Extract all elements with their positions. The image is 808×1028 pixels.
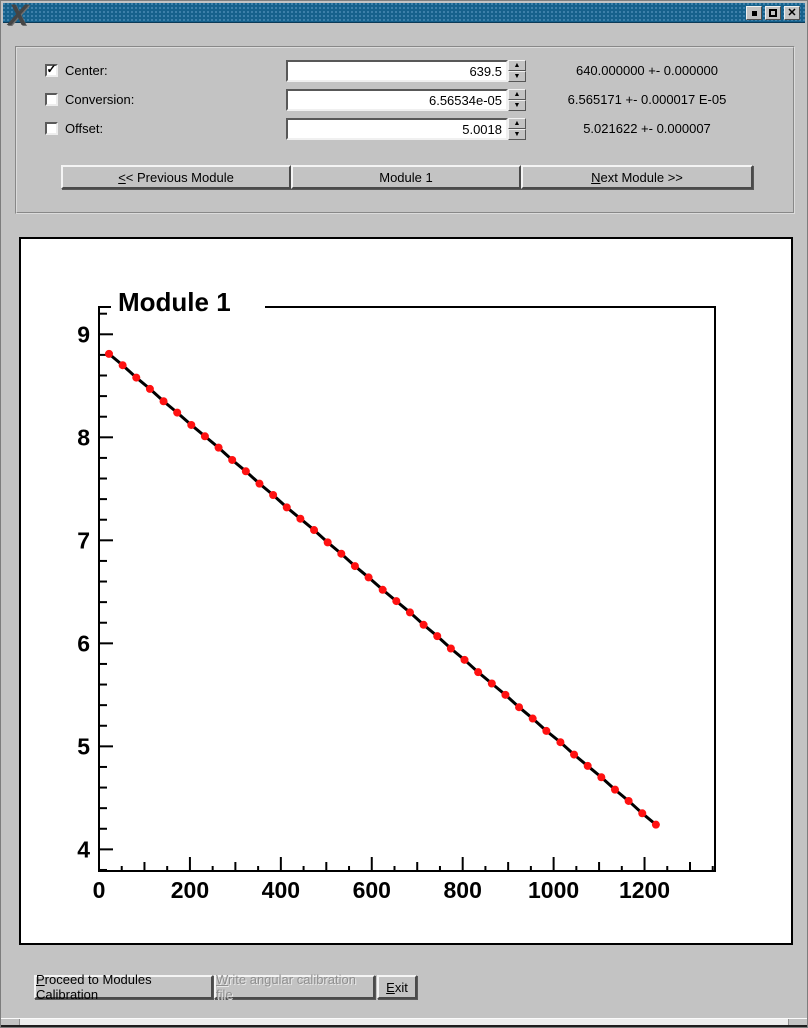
exit-button[interactable]: Exit <box>377 975 417 999</box>
arrow-down-icon: ▼ <box>513 73 521 80</box>
svg-text:9: 9 <box>77 321 90 348</box>
maximize-icon <box>769 9 777 17</box>
check-icon: ✓ <box>46 62 57 76</box>
svg-text:800: 800 <box>443 877 482 903</box>
svg-text:1200: 1200 <box>618 877 671 903</box>
svg-text:6: 6 <box>77 630 90 657</box>
svg-text:400: 400 <box>261 877 301 903</box>
conversion-row <box>17 89 793 111</box>
svg-text:600: 600 <box>352 877 391 903</box>
offset-checkbox[interactable] <box>45 122 58 135</box>
conversion-input[interactable] <box>286 89 508 111</box>
maximize-button[interactable] <box>765 6 781 20</box>
previous-module-button[interactable]: << Previous Module <box>61 165 291 189</box>
title-bar[interactable] <box>3 3 805 23</box>
center-input[interactable] <box>286 60 508 82</box>
arrow-down-icon: ▼ <box>513 131 521 138</box>
offset-row <box>17 118 793 140</box>
resize-handle-right[interactable] <box>788 1019 807 1025</box>
next-module-button[interactable]: Next Module >> <box>521 165 753 189</box>
window-resize-bar[interactable] <box>1 1018 807 1027</box>
calibration-plot <box>21 239 791 943</box>
arrow-up-icon: ▲ <box>513 120 521 127</box>
write-angular-calibration-file-button[interactable]: Write angular calibration file <box>214 975 375 999</box>
arrow-down-icon: ▼ <box>513 102 521 109</box>
minimize-icon <box>752 11 757 16</box>
calibration-plot-canvas <box>19 237 793 945</box>
arrow-up-icon: ▲ <box>513 91 521 98</box>
offset-fit-result: 5.021622 +- 0.000007 <box>583 121 711 136</box>
svg-text:7: 7 <box>77 527 90 554</box>
center-label: Center: <box>65 63 108 78</box>
calibration-parameters-panel <box>15 46 795 214</box>
arrow-up-icon: ▲ <box>513 62 521 69</box>
svg-text:0: 0 <box>92 877 106 903</box>
center-fit-result: 640.000000 +- 0.000000 <box>575 63 719 78</box>
close-icon: ✕ <box>787 7 797 19</box>
x11-logo-icon: X <box>8 0 29 32</box>
conversion-checkbox[interactable] <box>45 93 58 106</box>
center-row <box>17 60 793 82</box>
center-checkbox[interactable] <box>45 64 58 77</box>
resize-handle-left[interactable] <box>1 1019 20 1025</box>
svg-text:8: 8 <box>77 424 90 451</box>
offset-label: Offset: <box>65 121 104 136</box>
close-button[interactable] <box>784 6 800 20</box>
svg-text:Module 1: Module 1 <box>118 287 231 317</box>
conversion-fit-result: 6.565171 +- 0.000017 E-05 <box>567 92 727 107</box>
minimize-button[interactable] <box>746 6 762 20</box>
svg-text:4: 4 <box>77 836 90 863</box>
current-module-button[interactable]: Module 1 <box>291 165 521 189</box>
proceed-to-modules-calibration-button[interactable]: Proceed to Modules Calibration <box>34 975 213 999</box>
svg-text:200: 200 <box>170 877 210 903</box>
svg-text:5: 5 <box>77 733 90 760</box>
svg-text:1000: 1000 <box>528 877 580 903</box>
offset-input[interactable] <box>286 118 508 140</box>
conversion-label: Conversion: <box>65 92 135 107</box>
